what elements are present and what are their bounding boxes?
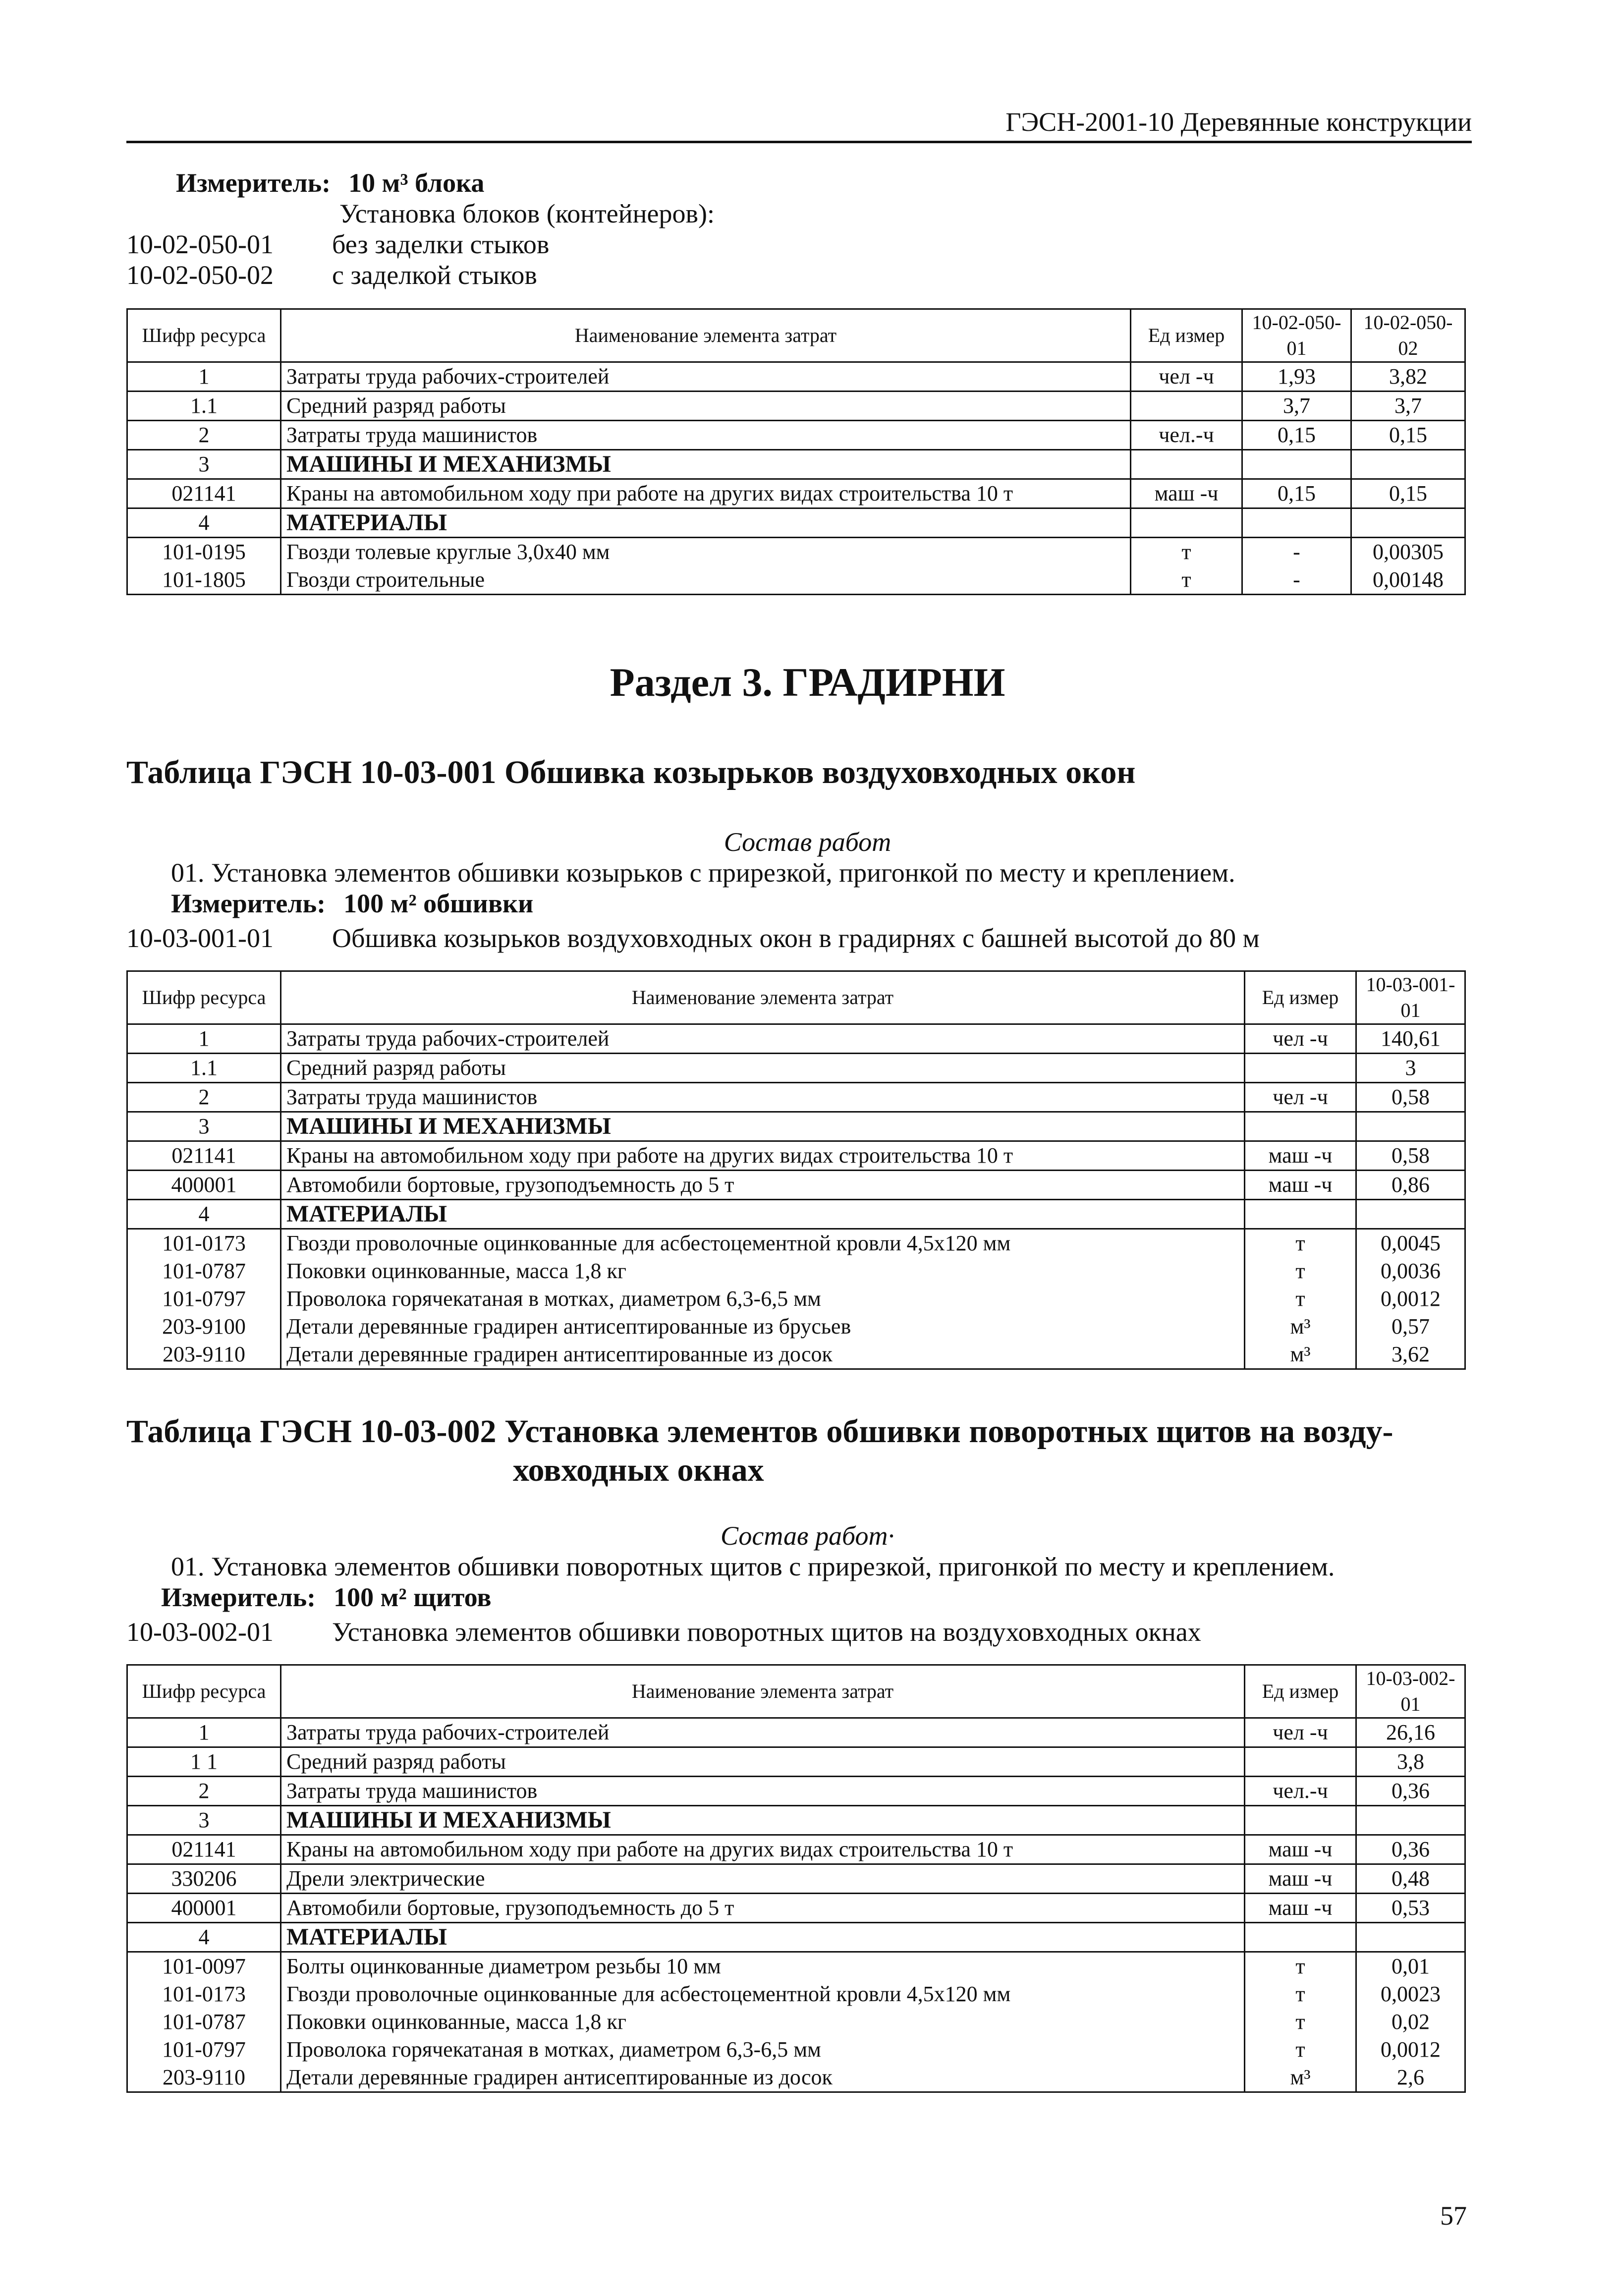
unit: маш -ч <box>1131 479 1242 508</box>
resource-table-10-03-002 <box>126 1664 1466 2093</box>
resource-code: 1 <box>127 362 281 392</box>
code-text: Установка элементов обшивки поворотных щитов на воздуховходных окнах <box>332 1617 1201 1647</box>
resource-code: 021141 <box>127 1141 281 1171</box>
unit: т <box>1131 566 1242 595</box>
norm-value: 0,15 <box>1242 421 1351 450</box>
measure-line <box>171 888 533 919</box>
resource-name: Гвозди толевые круглые 3,0х40 мм <box>281 538 1131 566</box>
table-row <box>127 1200 1465 1229</box>
norm-value: 0,15 <box>1242 479 1351 508</box>
col-header: 10-03-002-01 <box>1356 1665 1465 1718</box>
unit: т <box>1245 2008 1356 2036</box>
resource-name: Средний разряд работы <box>281 1747 1245 1777</box>
table-row <box>127 1024 1465 1054</box>
table-row <box>127 1718 1465 1747</box>
unit: чел -ч <box>1245 1718 1356 1747</box>
table-row <box>127 1806 1465 1835</box>
page-number: 57 <box>1440 2201 1467 2231</box>
table-row <box>127 1980 1465 2008</box>
resource-code: 1 1 <box>127 1747 281 1777</box>
norm-value: 3,8 <box>1356 1747 1465 1777</box>
unit: маш -ч <box>1245 1835 1356 1864</box>
resource-name: МАТЕРИАЛЫ <box>281 1200 1245 1229</box>
resource-code: 101-0797 <box>127 1285 281 1313</box>
measure-line <box>176 168 484 198</box>
norm-value: 26,16 <box>1356 1718 1465 1747</box>
resource-code: 101-0173 <box>127 1229 281 1258</box>
resource-name: Гвозди строительные <box>281 566 1131 595</box>
resource-code: 400001 <box>127 1894 281 1923</box>
table-row <box>127 1864 1465 1894</box>
col-header: 10-02-050-02 <box>1351 309 1465 362</box>
resource-code: 021141 <box>127 479 281 508</box>
resource-code: 400001 <box>127 1171 281 1200</box>
norm-value: 0,0045 <box>1356 1229 1465 1258</box>
col-header: Наименование элемента затрат <box>281 1665 1245 1718</box>
table-row <box>127 421 1465 450</box>
code-text: с заделкой стыков <box>332 260 537 290</box>
col-header: Ед измер <box>1245 1665 1356 1718</box>
unit: т <box>1245 1952 1356 1981</box>
intro-text: Установка блоков (контейнеров): <box>339 199 715 228</box>
unit <box>1245 1923 1356 1952</box>
norm-value: 2,6 <box>1356 2064 1465 2092</box>
resource-name: Дрели электрические <box>281 1864 1245 1894</box>
resource-code: 4 <box>127 508 281 538</box>
norm-value: 3,82 <box>1351 362 1465 392</box>
norm-value <box>1356 1200 1465 1229</box>
table-row <box>127 1171 1465 1200</box>
resource-name: Детали деревянные градирен антисептированные из досок <box>281 2064 1245 2092</box>
table-title-line-1: Таблица ГЭСН 10-03-002 Установка элементов обшивки поворотных щитов на возду- <box>126 1413 1393 1450</box>
resource-name: Поковки оцинкованные, масса 1,8 кг <box>281 1257 1245 1285</box>
unit: маш -ч <box>1245 1894 1356 1923</box>
table-row <box>127 508 1465 538</box>
norm-value: 3,7 <box>1351 392 1465 421</box>
unit: т <box>1245 2036 1356 2064</box>
unit: т <box>1245 1229 1356 1258</box>
norm-value: 0,00305 <box>1351 538 1465 566</box>
resource-name: МАШИНЫ И МЕХАНИЗМЫ <box>281 1806 1245 1835</box>
resource-name: Затраты труда машинистов <box>281 1777 1245 1806</box>
col-header: Ед измер <box>1245 971 1356 1024</box>
unit: маш -ч <box>1245 1141 1356 1171</box>
resource-code: 3 <box>127 450 281 479</box>
norm-value: 1,93 <box>1242 362 1351 392</box>
resource-code: 101-0787 <box>127 2008 281 2036</box>
table-row <box>127 1112 1465 1141</box>
resource-name: МАТЕРИАЛЫ <box>281 508 1131 538</box>
norm-value: 0,15 <box>1351 421 1465 450</box>
resource-name: МАШИНЫ И МЕХАНИЗМЫ <box>281 1112 1245 1141</box>
resource-code: 101-0097 <box>127 1952 281 1981</box>
unit: м³ <box>1245 1341 1356 1369</box>
norm-value <box>1351 508 1465 538</box>
resource-name: Поковки оцинкованные, масса 1,8 кг <box>281 2008 1245 2036</box>
resource-name: Краны на автомобильном ходу при работе на других видах строительства 10 т <box>281 479 1131 508</box>
table-row <box>127 450 1465 479</box>
code: 10-02-050-02 <box>126 260 274 290</box>
resource-code: 1 <box>127 1024 281 1054</box>
composition-label: Состав работ <box>724 827 891 857</box>
table-row <box>127 1747 1465 1777</box>
table-row <box>127 2064 1465 2092</box>
table-row <box>127 1952 1465 1981</box>
unit: чел -ч <box>1131 362 1242 392</box>
table-row <box>127 362 1465 392</box>
resource-name: Проволока горячекатаная в мотках, диаметром 6,3-6,5 мм <box>281 2036 1245 2064</box>
resource-name: Затраты труда машинистов <box>281 1083 1245 1112</box>
code-text: Обшивка козырьков воздуховходных окон в градирнях с башней высотой до 80 м <box>332 923 1260 953</box>
resource-code: 1.1 <box>127 392 281 421</box>
unit <box>1131 450 1242 479</box>
unit: чел -ч <box>1245 1083 1356 1112</box>
code: 10-03-002-01 <box>126 1617 274 1647</box>
page-header: ГЭСН-2001-10 Деревянные конструкции <box>126 107 1472 143</box>
measure-label: Измеритель: <box>161 1582 316 1612</box>
unit <box>1245 1747 1356 1777</box>
table-row <box>127 1777 1465 1806</box>
resource-code: 021141 <box>127 1835 281 1864</box>
norm-value <box>1356 1923 1465 1952</box>
norm-value <box>1356 1112 1465 1141</box>
code-text: без заделки стыков <box>332 229 550 259</box>
unit: чел.-ч <box>1131 421 1242 450</box>
norm-value: 140,61 <box>1356 1024 1465 1054</box>
resource-code: 4 <box>127 1200 281 1229</box>
resource-code: 2 <box>127 1777 281 1806</box>
norm-value <box>1242 450 1351 479</box>
norm-value: 0,53 <box>1356 1894 1465 1923</box>
resource-code: 101-0195 <box>127 538 281 566</box>
table-row <box>127 538 1465 566</box>
resource-code: 2 <box>127 1083 281 1112</box>
unit: чел -ч <box>1245 1024 1356 1054</box>
table-row <box>127 1285 1465 1313</box>
unit <box>1245 1054 1356 1083</box>
table-row <box>127 1141 1465 1171</box>
norm-value: 0,0012 <box>1356 1285 1465 1313</box>
norm-value: - <box>1242 538 1351 566</box>
norm-value: 0,36 <box>1356 1835 1465 1864</box>
section-title: Раздел 3. ГРАДИРНИ <box>610 660 1005 705</box>
resource-code: 101-0173 <box>127 1980 281 2008</box>
norm-value: 0,48 <box>1356 1864 1465 1894</box>
resource-code: 1.1 <box>127 1054 281 1083</box>
resource-code: 203-9110 <box>127 1341 281 1369</box>
unit <box>1245 1200 1356 1229</box>
resource-code: 330206 <box>127 1864 281 1894</box>
norm-value: 0,58 <box>1356 1141 1465 1171</box>
col-header: Шифр ресурса <box>127 1665 281 1718</box>
code-row <box>126 229 549 260</box>
code: 10-03-001-01 <box>126 923 274 953</box>
table-row <box>127 1083 1465 1112</box>
table-row <box>127 1835 1465 1864</box>
unit: т <box>1131 538 1242 566</box>
code-row <box>126 260 537 290</box>
resource-code: 101-1805 <box>127 566 281 595</box>
resource-name: Краны на автомобильном ходу при работе на других видах строительства 10 т <box>281 1141 1245 1171</box>
measure-label: Измеритель: <box>176 168 331 198</box>
unit: т <box>1245 1980 1356 2008</box>
measure-line <box>161 1582 491 1613</box>
norm-value <box>1351 450 1465 479</box>
resource-table-10-03-001 <box>126 970 1466 1370</box>
measure-value: 10 м³ блока <box>348 168 485 198</box>
col-header: 10-03-001-01 <box>1356 971 1465 1024</box>
norm-value: 0,58 <box>1356 1083 1465 1112</box>
norm-value: 0,01 <box>1356 1952 1465 1981</box>
unit: м³ <box>1245 1313 1356 1341</box>
norm-value <box>1242 508 1351 538</box>
unit: м³ <box>1245 2064 1356 2092</box>
resource-name: Гвозди проволочные оцинкованные для асбестоцементной кровли 4,5х120 мм <box>281 1229 1245 1258</box>
resource-code: 3 <box>127 1112 281 1141</box>
table-row <box>127 1054 1465 1083</box>
resource-code: 4 <box>127 1923 281 1952</box>
resource-name: Средний разряд работы <box>281 392 1131 421</box>
code: 10-02-050-01 <box>126 229 274 259</box>
norm-value <box>1356 1806 1465 1835</box>
table-row <box>127 1313 1465 1341</box>
resource-code: 2 <box>127 421 281 450</box>
unit <box>1131 392 1242 421</box>
resource-code: 101-0787 <box>127 1257 281 1285</box>
col-header: Наименование элемента затрат <box>281 309 1131 362</box>
resource-name: Детали деревянные градирен антисептированные из досок <box>281 1341 1245 1369</box>
composition-label: Состав работ· <box>721 1521 894 1551</box>
resource-name: Автомобили бортовые, грузоподъемность до 5 т <box>281 1171 1245 1200</box>
code-row <box>126 1617 1201 1647</box>
resource-code: 203-9100 <box>127 1313 281 1341</box>
unit: т <box>1245 1285 1356 1313</box>
unit: т <box>1245 1257 1356 1285</box>
resource-code: 203-9110 <box>127 2064 281 2092</box>
unit <box>1245 1112 1356 1141</box>
col-header: Ед измер <box>1131 309 1242 362</box>
work-item: 01. Установка элементов обшивки поворотных щитов с прирезкой, пригонкой по месту и креплением. <box>171 1552 1335 1581</box>
resource-name: Краны на автомобильном ходу при работе на других видах строительства 10 т <box>281 1835 1245 1864</box>
resource-code: 3 <box>127 1806 281 1835</box>
col-header: Шифр ресурса <box>127 309 281 362</box>
resource-name: Затраты труда машинистов <box>281 421 1131 450</box>
col-header: 10-02-050-01 <box>1242 309 1351 362</box>
resource-name: Проволока горячекатаная в мотках, диаметром 6,3-6,5 мм <box>281 1285 1245 1313</box>
norm-value: 0,02 <box>1356 2008 1465 2036</box>
table-title: Таблица ГЭСН 10-03-001 Обшивка козырьков воздуховходных окон <box>126 754 1136 790</box>
resource-name: Детали деревянные градирен антисептированные из брусьев <box>281 1313 1245 1341</box>
unit: маш -ч <box>1245 1864 1356 1894</box>
table-row <box>127 2036 1465 2064</box>
norm-value: 0,0036 <box>1356 1257 1465 1285</box>
resource-name: Затраты труда рабочих-строителей <box>281 1024 1245 1054</box>
resource-table-10-02-050 <box>126 308 1466 595</box>
norm-value: - <box>1242 566 1351 595</box>
norm-value: 0,86 <box>1356 1171 1465 1200</box>
table-row <box>127 1894 1465 1923</box>
unit: маш -ч <box>1245 1171 1356 1200</box>
table-row <box>127 1923 1465 1952</box>
norm-value: 0,0012 <box>1356 2036 1465 2064</box>
table-row <box>127 392 1465 421</box>
resource-name: Затраты труда рабочих-строителей <box>281 1718 1245 1747</box>
resource-name: Болты оцинкованные диаметром резьбы 10 мм <box>281 1952 1245 1981</box>
norm-value: 3 <box>1356 1054 1465 1083</box>
table-row <box>127 566 1465 595</box>
resource-code: 1 <box>127 1718 281 1747</box>
resource-name: МАШИНЫ И МЕХАНИЗМЫ <box>281 450 1131 479</box>
measure-value: 100 м² обшивки <box>343 889 534 918</box>
table-row <box>127 2008 1465 2036</box>
measure-label: Измеритель: <box>171 889 326 918</box>
norm-value: 0,36 <box>1356 1777 1465 1806</box>
norm-value: 3,7 <box>1242 392 1351 421</box>
work-item: 01. Установка элементов обшивки козырьков с прирезкой, пригонкой по месту и креплением. <box>171 858 1235 888</box>
resource-code: 101-0797 <box>127 2036 281 2064</box>
norm-value: 3,62 <box>1356 1341 1465 1369</box>
resource-name: Средний разряд работы <box>281 1054 1245 1083</box>
norm-value: 0,00148 <box>1351 566 1465 595</box>
resource-name: МАТЕРИАЛЫ <box>281 1923 1245 1952</box>
table-row <box>127 1341 1465 1369</box>
unit <box>1245 1806 1356 1835</box>
table-row <box>127 1257 1465 1285</box>
resource-name: Автомобили бортовые, грузоподъемность до 5 т <box>281 1894 1245 1923</box>
table-row <box>127 479 1465 508</box>
unit: чел.-ч <box>1245 1777 1356 1806</box>
norm-value: 0,0023 <box>1356 1980 1465 2008</box>
col-header: Шифр ресурса <box>127 971 281 1024</box>
table-row <box>127 1229 1465 1258</box>
resource-name: Гвозди проволочные оцинкованные для асбестоцементной кровли 4,5х120 мм <box>281 1980 1245 2008</box>
resource-name: Затраты труда рабочих-строителей <box>281 362 1131 392</box>
measure-value: 100 м² щитов <box>334 1582 492 1612</box>
table-title-line-2: ховходных окнах <box>513 1452 764 1488</box>
unit <box>1131 508 1242 538</box>
col-header: Наименование элемента затрат <box>281 971 1245 1024</box>
code-row <box>126 923 1260 953</box>
norm-value: 0,57 <box>1356 1313 1465 1341</box>
norm-value: 0,15 <box>1351 479 1465 508</box>
